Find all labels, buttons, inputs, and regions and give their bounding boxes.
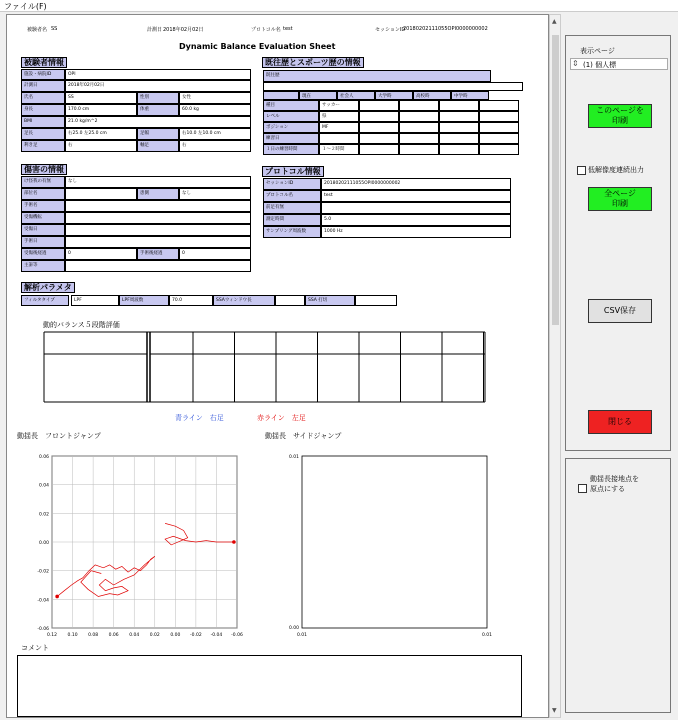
injury-field-label: 受傷後経過 xyxy=(21,248,65,260)
sports-col-header: 社会人 xyxy=(337,91,375,100)
sports-cell xyxy=(439,144,479,155)
end-point xyxy=(232,540,236,544)
x-tick-label: -0.02 xyxy=(190,633,202,638)
x-tick-label: 0.08 xyxy=(88,633,99,638)
vertical-scrollbar[interactable] xyxy=(549,14,561,718)
injury-field-value xyxy=(65,200,251,212)
subject-field-label: 身長 xyxy=(21,104,65,116)
param-value: 70.0 xyxy=(169,295,213,306)
print-page-button[interactable]: このページを 印刷 xyxy=(588,104,652,128)
injury-field-value xyxy=(65,224,251,236)
legend-blue: 青ライン 右足 xyxy=(175,414,224,422)
injury-field-label: 部位名 xyxy=(21,188,65,200)
injury-field-value: なし xyxy=(65,176,251,188)
param-value xyxy=(355,295,397,306)
sports-col-header: 大学時 xyxy=(375,91,413,100)
page-select[interactable] xyxy=(570,58,668,70)
injury-field-label: 手術名 xyxy=(21,200,65,212)
x-tick-label: -0.04 xyxy=(210,633,223,638)
injury-field-label: 受傷機転 xyxy=(21,212,65,224)
param-value: LPF xyxy=(71,295,119,306)
origin-label: 動揺長接地点を 原点にする xyxy=(590,475,639,493)
protocol-field-label: サンプリング周波数 xyxy=(263,226,321,238)
sports-cell xyxy=(479,100,519,111)
evaluation-sheet xyxy=(6,14,549,718)
injury-field-label: 主訴等 xyxy=(21,260,65,272)
side-jump-plot xyxy=(257,440,497,638)
injury-field-value: なし xyxy=(179,188,251,200)
sports-row-label: レベル xyxy=(263,111,319,122)
subject-field-value: 女性 xyxy=(179,92,251,104)
sports-cell xyxy=(479,122,519,133)
injury-title: 傷害の情報 xyxy=(21,164,67,175)
sports-col-header: 高校時 xyxy=(413,91,451,100)
x-tick-label: -0.06 xyxy=(231,633,243,638)
start-point xyxy=(55,595,59,599)
x-tick-label: 0.01 xyxy=(481,633,493,638)
history-value xyxy=(263,82,523,91)
subject-field-label: 軸足 xyxy=(137,140,179,152)
sports-row-label: 種目 xyxy=(263,100,319,111)
legend-red: 赤ライン 左足 xyxy=(257,414,306,422)
subject-field-label: 足長 xyxy=(21,128,65,140)
sports-cell xyxy=(399,122,439,133)
protocol-value: test xyxy=(283,26,293,32)
page-select-label: 表示ページ xyxy=(580,47,615,55)
param-value xyxy=(275,295,305,306)
y-tick-label: 0.00 xyxy=(288,626,299,631)
param-label: フィルタタイプ xyxy=(21,295,69,306)
injury-field-value xyxy=(65,236,251,248)
sports-cell: １～２時間 xyxy=(319,144,359,155)
sports-col-header: 中学時 xyxy=(451,91,489,100)
subject-field-label: BMI xyxy=(21,116,65,128)
front-jump-title: 動揺長 フロントジャンプ xyxy=(17,432,101,440)
sports-cell xyxy=(479,144,519,155)
subject-field-label: 利き足 xyxy=(21,140,65,152)
y-tick-label: -0.04 xyxy=(37,598,49,604)
protocol-field-label: 測定時間 xyxy=(263,214,321,226)
scroll-down-icon[interactable]: ▼ xyxy=(552,707,557,714)
protocol-field-value: 20180202111055OPI0000000002 xyxy=(321,178,511,190)
five-stage-svg xyxy=(7,330,507,410)
history-label: 既往歴 xyxy=(263,70,491,82)
sports-cell: サッカー xyxy=(319,100,359,111)
session-label: セッションID xyxy=(375,27,406,33)
subject-field-value: 右25.0 左25.0 cm xyxy=(65,128,137,140)
options-panel xyxy=(565,458,671,713)
injury-field-label: 手術後経過 xyxy=(137,248,179,260)
y-tick-label: -0.02 xyxy=(37,569,49,575)
protocol-field-label: プロトコル名 xyxy=(263,190,321,202)
x-tick-label: 0.01 xyxy=(296,633,308,638)
lowres-checkbox[interactable] xyxy=(577,166,586,175)
protocol-field-value: 5.0 xyxy=(321,214,511,226)
y-tick-label: -0.06 xyxy=(37,627,49,632)
subject-value: SS xyxy=(51,26,58,32)
y-tick-label: 0.06 xyxy=(38,455,49,460)
sports-cell xyxy=(439,100,479,111)
sports-cell xyxy=(399,100,439,111)
param-label: SSA 打切 xyxy=(305,295,355,306)
sports-cell xyxy=(439,111,479,122)
sports-title: 既往歴とスポーツ歴の情報 xyxy=(262,57,364,68)
subject-field-value: 21.0 kg/m^2 xyxy=(65,116,251,128)
protocol-field-value: 1000 Hz xyxy=(321,226,511,238)
sports-cell xyxy=(359,144,399,155)
sports-cell xyxy=(399,133,439,144)
subject-field-value: 2018年02月02日 xyxy=(65,80,251,92)
subject-field-label: 氏名 xyxy=(21,92,65,104)
injury-field-label: 受傷日 xyxy=(21,224,65,236)
close-button[interactable]: 閉じる xyxy=(588,410,652,434)
comment-label: コメント xyxy=(21,644,49,652)
protocol-title: プロトコル情報 xyxy=(262,166,324,177)
sports-row-label: １日の練習時間 xyxy=(263,144,319,155)
subject-field-value: 170.0 cm xyxy=(65,104,137,116)
protocol-field-label: 前足有無 xyxy=(263,202,321,214)
protocol-field-value: test xyxy=(321,190,511,202)
injury-field-label: 患側 xyxy=(137,188,179,200)
subject-label: 被験者名 xyxy=(27,27,48,33)
page-select-value: (1) 個人標 xyxy=(583,61,617,69)
print-all-button[interactable]: 全ページ 印刷 xyxy=(588,187,652,211)
lowres-label: 低解像度連続出力 xyxy=(588,166,644,174)
sports-cell xyxy=(479,111,519,122)
sports-cell xyxy=(439,133,479,144)
protocol-field-label: セッションID xyxy=(263,178,321,190)
side-jump-title: 動揺長 サイドジャンプ xyxy=(265,432,342,440)
subject-field-label: 計測日 xyxy=(21,80,65,92)
params-title: 解析パラメタ xyxy=(21,282,75,293)
subject-info-title: 被験者情報 xyxy=(21,57,67,68)
control-panel xyxy=(565,35,671,451)
y-tick-label: 0.01 xyxy=(288,455,299,460)
subject-field-value: 右 xyxy=(179,140,251,152)
sports-cell xyxy=(359,100,399,111)
sports-cell xyxy=(359,111,399,122)
y-tick-label: 0.00 xyxy=(38,541,49,546)
protocol-label: プロトコル名 xyxy=(251,27,281,33)
subject-field-label: 性別 xyxy=(137,92,179,104)
protocol-field-value xyxy=(321,202,511,214)
injury-field-value: 0 xyxy=(179,248,251,260)
injury-field-label: け怪我の有無 xyxy=(21,176,65,188)
subject-field-value: 右10.0 左10.0 cm xyxy=(179,128,251,140)
scroll-up-icon[interactable]: ▲ xyxy=(552,18,557,25)
session-value: 20180202111055OPI0000000002 xyxy=(403,26,488,32)
injury-field-label: 手術日 xyxy=(21,236,65,248)
x-tick-label: 0.00 xyxy=(170,633,181,638)
sports-cell xyxy=(399,144,439,155)
file-menu[interactable]: ファイル(F) xyxy=(4,2,47,11)
x-tick-label: 0.10 xyxy=(67,633,78,638)
sports-row-label: 練習日 xyxy=(263,133,319,144)
x-tick-label: 0.06 xyxy=(108,633,119,638)
subject-field-value: OPI xyxy=(65,69,251,80)
sports-cell xyxy=(439,122,479,133)
date-label: 計測日 xyxy=(147,27,163,33)
scroll-thumb[interactable] xyxy=(552,35,559,325)
subject-field-label: 施設・病院ID xyxy=(21,69,65,80)
injury-field-value xyxy=(65,260,251,272)
plot-area xyxy=(302,456,487,628)
subject-field-value: 右 xyxy=(65,140,137,152)
sports-cell: MF xyxy=(319,122,359,133)
sports-cell xyxy=(319,133,359,144)
date-value: 2018年02月02日 xyxy=(163,27,204,33)
y-tick-label: 0.02 xyxy=(38,512,49,518)
subject-field-value: 60.0 kg xyxy=(179,104,251,116)
origin-checkbox[interactable] xyxy=(578,484,587,493)
subject-field-value: SS xyxy=(65,92,137,104)
sports-col-header: 現在 xyxy=(299,91,337,100)
injury-field-value xyxy=(65,188,137,200)
param-label: LPF周波数 xyxy=(119,295,169,306)
sports-cell xyxy=(359,133,399,144)
y-tick-label: 0.04 xyxy=(38,483,49,489)
comment-box[interactable] xyxy=(17,655,522,717)
sports-cell xyxy=(359,122,399,133)
injury-field-value xyxy=(65,212,251,224)
sports-cell xyxy=(479,133,519,144)
param-label: SSAウィンドウ長 xyxy=(213,295,275,306)
csv-save-button[interactable]: CSV保存 xyxy=(588,299,652,323)
sports-cell xyxy=(399,111,439,122)
subject-field-label: 足幅 xyxy=(137,128,179,140)
injury-field-value: 0 xyxy=(65,248,137,260)
sheet-title: Dynamic Balance Evaluation Sheet xyxy=(179,42,336,51)
menu-bar xyxy=(0,0,678,12)
subject-field-label: 体重 xyxy=(137,104,179,116)
x-tick-label: 0.02 xyxy=(149,633,160,638)
spinner-icon[interactable]: ⇕ xyxy=(572,59,579,68)
sports-header-corner xyxy=(263,91,299,100)
five-stage-title: 動的バランス５段階評価 xyxy=(43,321,120,329)
sports-cell: 県 xyxy=(319,111,359,122)
x-tick-label: 0.04 xyxy=(129,633,140,638)
x-tick-label: 0.12 xyxy=(46,633,58,638)
sports-row-label: ポジション xyxy=(263,122,319,133)
